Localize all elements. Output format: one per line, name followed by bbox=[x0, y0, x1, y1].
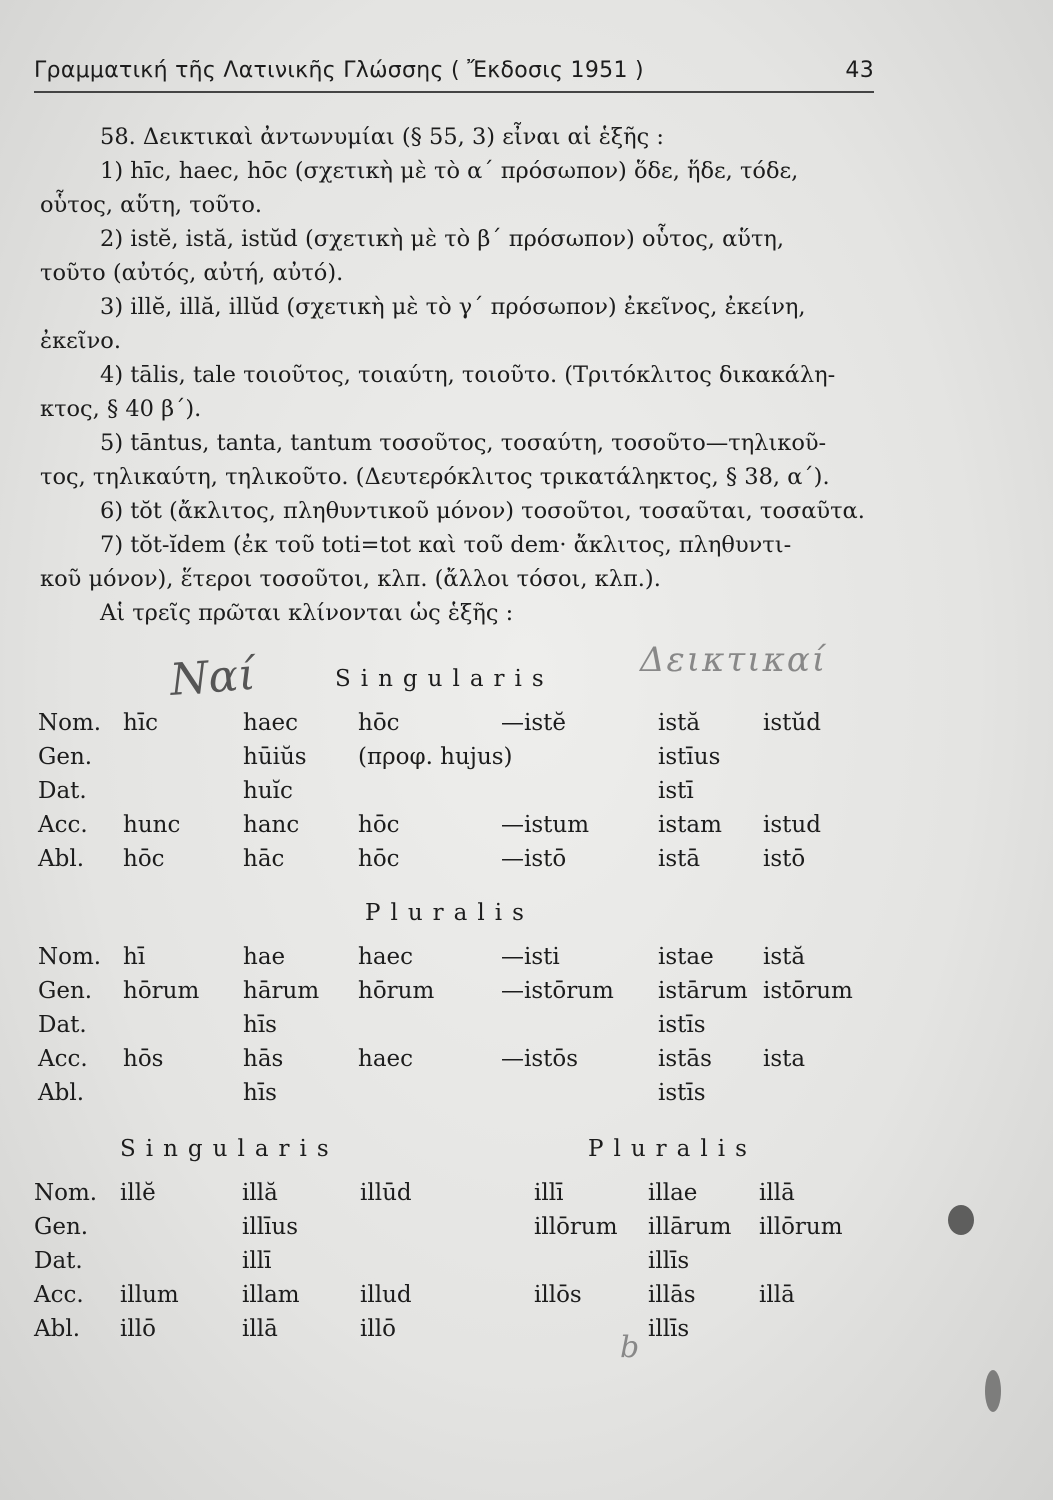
text-line: κοῦ μόνον), ἕτεροι τοσοῦτοι, κλπ. (ἄλλοι τόσοι, κλπ.). bbox=[40, 566, 661, 592]
case-label: Gen. bbox=[38, 744, 93, 770]
declension-form: —istō bbox=[501, 846, 567, 872]
handwritten-note-nai: Ναί bbox=[168, 649, 258, 706]
case-label: Nom. bbox=[38, 944, 102, 970]
ink-smudge bbox=[985, 1370, 1001, 1412]
declension-form: —istōs bbox=[501, 1046, 579, 1072]
declension-form: hīc bbox=[123, 710, 159, 736]
declension-form: istās bbox=[658, 1046, 712, 1072]
running-header bbox=[34, 58, 874, 88]
text-line: τοῦτο (αὐτός, αὐτή, αὐτό). bbox=[40, 260, 344, 286]
case-label: Acc. bbox=[38, 1046, 88, 1072]
declension-form: illā bbox=[242, 1316, 278, 1342]
declension-form: hanc bbox=[243, 812, 300, 838]
case-label: Acc. bbox=[34, 1282, 84, 1308]
declension-form: illās bbox=[648, 1282, 696, 1308]
declension-form: hōc bbox=[358, 846, 400, 872]
declension-form: illō bbox=[120, 1316, 156, 1342]
case-label: Abl. bbox=[38, 1080, 84, 1106]
case-label: Dat. bbox=[38, 778, 87, 804]
text-line: ἐκεῖνο. bbox=[40, 328, 121, 354]
declension-form: illī bbox=[242, 1248, 272, 1274]
declension-form: hās bbox=[243, 1046, 284, 1072]
declension-form: hōrum bbox=[123, 978, 200, 1004]
handwritten-mark: b bbox=[620, 1330, 642, 1365]
declension-form: istīs bbox=[658, 1012, 706, 1038]
declension-form: hī bbox=[123, 944, 146, 970]
declension-form: illōs bbox=[534, 1282, 582, 1308]
table1-plural-heading: Pluralis bbox=[365, 900, 534, 926]
text-line: 58. Δεικτικαὶ ἀντωνυμίαι (§ 55, 3) εἶναι αἱ ἑξῆς : bbox=[100, 124, 664, 150]
table2-plural-heading: Pluralis bbox=[588, 1136, 757, 1162]
declension-form: istōrum bbox=[763, 978, 853, 1004]
declension-form: istī bbox=[658, 778, 694, 804]
text-line: οὗτος, αὕτη, τοῦτο. bbox=[40, 192, 263, 218]
case-label: Nom. bbox=[34, 1180, 98, 1206]
text-line: 2) istĕ, istă, istŭd (σχετικὴ μὲ τὸ β΄ πρόσωπον) οὗτος, αὕτη, bbox=[100, 226, 785, 252]
declension-form: istā bbox=[658, 846, 701, 872]
declension-form: illum bbox=[120, 1282, 179, 1308]
table1-singular-heading: Singularis bbox=[335, 666, 554, 692]
declension-form: huĭc bbox=[243, 778, 293, 804]
declension-form: istīus bbox=[658, 744, 721, 770]
declension-form: illae bbox=[648, 1180, 698, 1206]
ink-smudge bbox=[948, 1205, 974, 1235]
declension-form: illōrum bbox=[534, 1214, 618, 1240]
case-label: Abl. bbox=[38, 846, 84, 872]
page-number: 43 bbox=[845, 58, 874, 83]
declension-form: (προφ. hujus) bbox=[358, 744, 513, 770]
case-label: Dat. bbox=[34, 1248, 83, 1274]
case-label: Gen. bbox=[34, 1214, 89, 1240]
declension-form: istŭd bbox=[763, 710, 821, 736]
header-title: Γραμματική τῆς Λατινικῆς Γλώσσης ( Ἔκδοσις 1951 ) bbox=[34, 58, 644, 83]
declension-form: hōc bbox=[358, 812, 400, 838]
declension-form: illīs bbox=[648, 1248, 690, 1274]
declension-form: illā bbox=[759, 1180, 795, 1206]
handwritten-note-deiktikai: Δεικτικαί bbox=[640, 640, 828, 680]
declension-form: —istōrum bbox=[501, 978, 614, 1004]
declension-form: illūd bbox=[360, 1180, 412, 1206]
declension-form: illā bbox=[759, 1282, 795, 1308]
declension-form: illīs bbox=[648, 1316, 690, 1342]
declension-form: —istum bbox=[501, 812, 590, 838]
text-line: τος, τηλικαύτη, τηλικοῦτο. (Δευτερόκλιτος τρικατάληκτος, § 38, α΄). bbox=[40, 464, 830, 490]
case-label: Abl. bbox=[34, 1316, 80, 1342]
text-line: 6) tŏt (ἄκλιτος, πληθυντικοῦ μόνον) τοσοῦτοι, τοσαῦται, τοσαῦτα. bbox=[100, 498, 865, 524]
declension-form: illī bbox=[534, 1180, 564, 1206]
table2-singular-heading: Singularis bbox=[120, 1136, 339, 1162]
declension-form: —isti bbox=[501, 944, 560, 970]
declension-form: istō bbox=[763, 846, 806, 872]
case-label: Acc. bbox=[38, 812, 88, 838]
declension-form: hae bbox=[243, 944, 286, 970]
declension-form: istă bbox=[658, 710, 701, 736]
declension-form: hōc bbox=[123, 846, 165, 872]
text-line: 4) tālis, tale τοιοῦτος, τοιαύτη, τοιοῦτο. (Τριτόκλιτος δικακάλη- bbox=[100, 362, 836, 388]
case-label: Dat. bbox=[38, 1012, 87, 1038]
declension-form: hunc bbox=[123, 812, 181, 838]
declension-form: hāc bbox=[243, 846, 285, 872]
declension-form: illīus bbox=[242, 1214, 299, 1240]
case-label: Nom. bbox=[38, 710, 102, 736]
text-line: κτος, § 40 β΄). bbox=[40, 396, 202, 422]
declension-form: illam bbox=[242, 1282, 300, 1308]
declension-form: hōc bbox=[358, 710, 400, 736]
declension-form: hīs bbox=[243, 1080, 277, 1106]
text-line: 1) hīc, haec, hōc (σχετικὴ μὲ τὸ α΄ πρόσωπον) ὅδε, ἥδε, τόδε, bbox=[100, 158, 799, 184]
declension-form: hūiŭs bbox=[243, 744, 307, 770]
declension-form: illōrum bbox=[759, 1214, 843, 1240]
declension-form: istae bbox=[658, 944, 714, 970]
declension-form: illud bbox=[360, 1282, 412, 1308]
text-line: 7) tŏt-ĭdem (ἐκ τοῦ toti=tot καὶ τοῦ dem· ἄκλιτος, πληθυντι- bbox=[100, 532, 792, 558]
case-label: Gen. bbox=[38, 978, 93, 1004]
declension-form: illō bbox=[360, 1316, 396, 1342]
declension-form: hōs bbox=[123, 1046, 164, 1072]
declension-form: haec bbox=[358, 944, 414, 970]
text-line: 5) tāntus, tanta, tantum τοσοῦτος, τοσαύτη, τοσοῦτο—τηλικοῦ- bbox=[100, 430, 827, 456]
declension-form: —istĕ bbox=[501, 710, 567, 736]
declension-form: hōrum bbox=[358, 978, 435, 1004]
declension-form: ista bbox=[763, 1046, 806, 1072]
declension-form: hīs bbox=[243, 1012, 277, 1038]
declension-form: illārum bbox=[648, 1214, 732, 1240]
declension-form: illă bbox=[242, 1180, 278, 1206]
declension-form: illĕ bbox=[120, 1180, 156, 1206]
declension-form: istam bbox=[658, 812, 722, 838]
declension-form: istārum bbox=[658, 978, 748, 1004]
section-58-text bbox=[40, 120, 880, 630]
declension-form: hārum bbox=[243, 978, 320, 1004]
header-rule bbox=[34, 91, 874, 93]
text-line: 3) illĕ, illă, illŭd (σχετικὴ μὲ τὸ γ΄ πρόσωπον) ἐκεῖνος, ἐκείνη, bbox=[100, 294, 806, 320]
declension-form: istă bbox=[763, 944, 806, 970]
declension-form: haec bbox=[243, 710, 299, 736]
declension-form: haec bbox=[358, 1046, 414, 1072]
declension-form: istud bbox=[763, 812, 821, 838]
declension-form: istīs bbox=[658, 1080, 706, 1106]
text-line: Αἱ τρεῖς πρῶται κλίνονται ὡς ἑξῆς : bbox=[100, 600, 514, 626]
